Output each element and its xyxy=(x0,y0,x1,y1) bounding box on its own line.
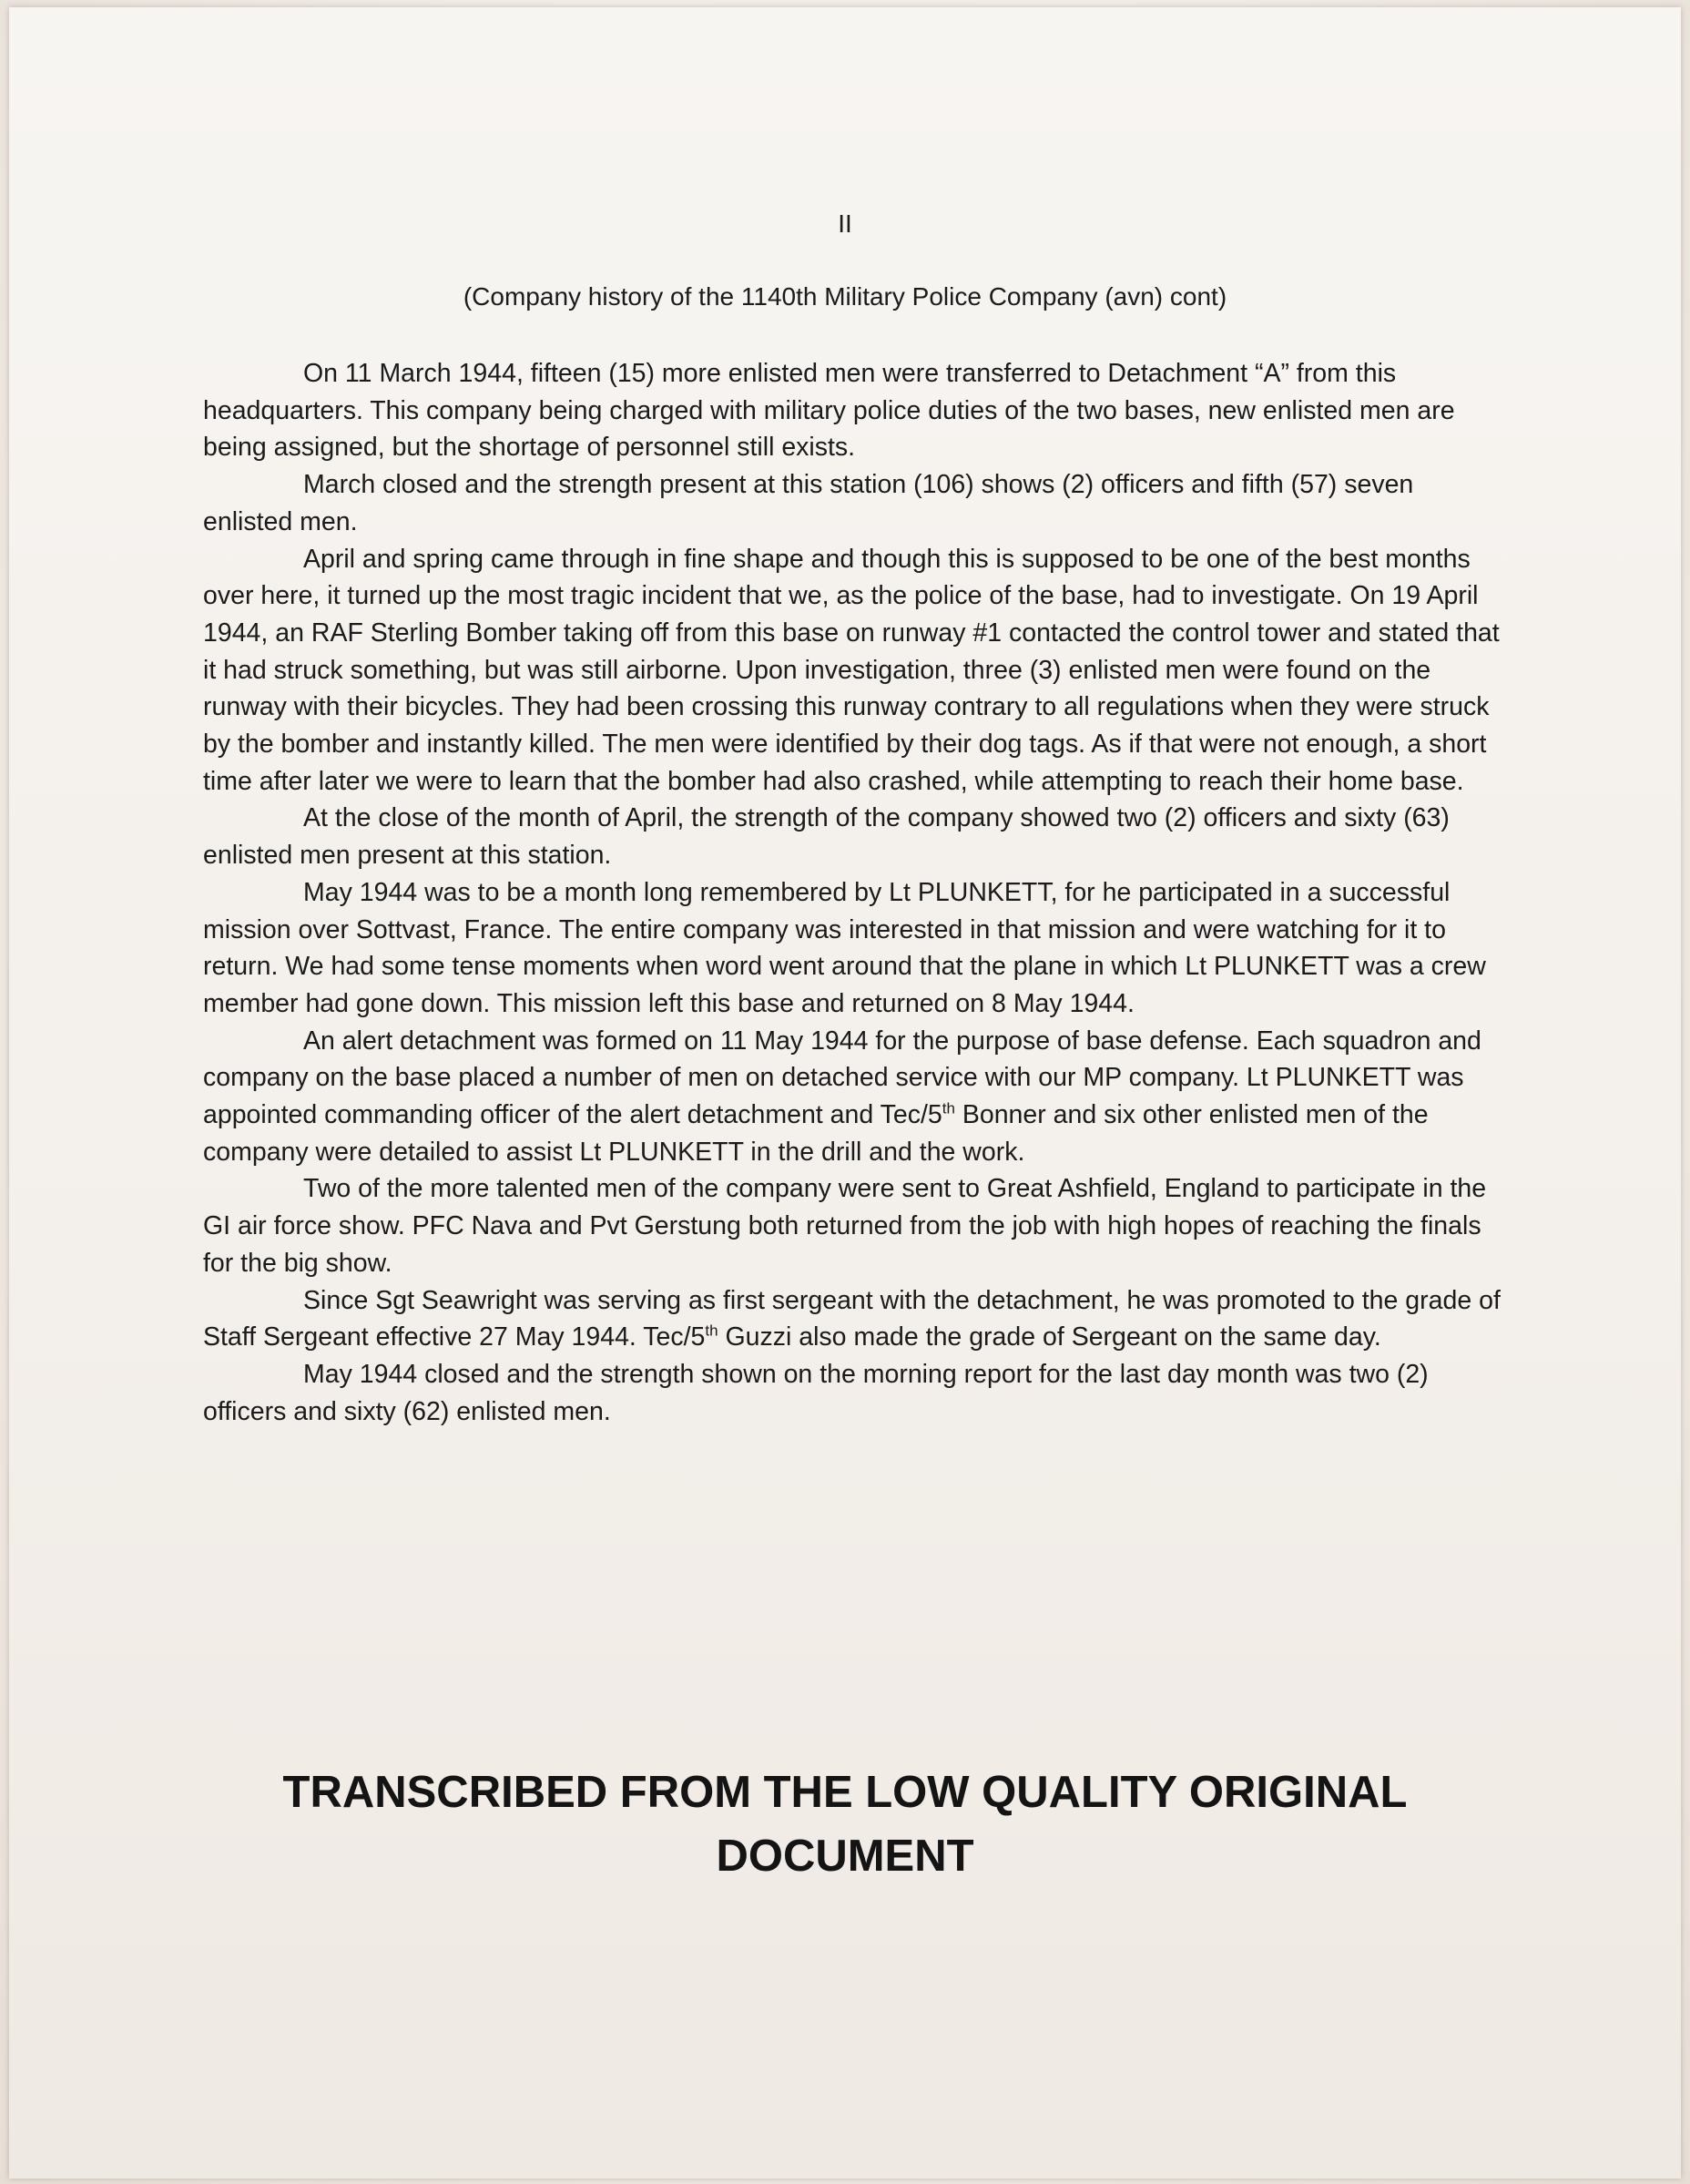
ordinal-suffix: th xyxy=(942,1099,955,1118)
paragraph: Two of the more talented men of the company were sent to Great Ashfield, England to participate in the GI air force show. PFC Nava and Pvt Gerstung both returned from the job with high hopes of reaching the finals for the big show. xyxy=(203,1174,1487,1278)
paragraph-text: Guzzi also made the grade of Sergeant on the same day. xyxy=(718,1322,1381,1352)
paragraph: May 1944 was to be a month long remembered by Lt PLUNKETT, for he participated in a successful mission over Sottvast, France. The entire company was interested in that mission and were watching for it to return. We had some tense moments when word went around that the plane in which Lt PLUNKETT was a crew member had gone down. This mission left this base and returned on 8 May 1944. xyxy=(203,877,1486,1018)
document-body xyxy=(203,355,1503,1430)
paragraph: On 11 March 1944, fifteen (15) more enlisted men were transferred to Detachment “A” from this headquarters. This company being charged with military police duties of the two bases, new enlisted men are being assigned, but the shortage of personnel still exists. xyxy=(203,359,1455,463)
paragraph: May 1944 closed and the strength shown on the morning report for the last day month was two (2) officers and sixty (62) enlisted men. xyxy=(203,1359,1429,1426)
paragraph xyxy=(203,1023,1503,1171)
paragraph-text: Bonner and six other enlisted men of the company were detailed to assist Lt PLUNKETT in the drill and the work. xyxy=(203,1100,1429,1167)
document-heading: (Company history of the 1140th Military Police Company (avn) cont) xyxy=(463,282,1227,311)
page-number: II xyxy=(838,209,852,238)
notice-line: DOCUMENT xyxy=(716,1832,974,1881)
paragraph-text: An alert detachment was formed on 11 May 1944 for the purpose of base defense. Each squadron and company on the base placed a number of men on detached service with our MP company. Lt PLUNKETT was appointed commanding officer of the alert detachment and Tec/5 xyxy=(203,1026,1481,1130)
ordinal-suffix: th xyxy=(705,1322,718,1340)
paragraph: At the close of the month of April, the strength of the company showed two (2) officers and sixty (63) enlisted men present at this station. xyxy=(203,803,1450,871)
paragraph: March closed and the strength present at this station (106) shows (2) officers and fifth (57) seven enlisted men. xyxy=(203,470,1414,536)
document-page xyxy=(9,7,1681,2179)
paragraph-text: Since Sgt Seawright was serving as first sergeant with the detachment, he was promoted to the grade of Staff Sergeant effective 27 May 1944. Tec/5 xyxy=(203,1285,1501,1352)
paragraph xyxy=(203,1282,1503,1356)
transcription-notice xyxy=(9,1760,1681,1888)
paragraph: April and spring came through in fine shape and though this is supposed to be one of the best months over here, it turned up the most tragic incident that we, as the police of the base, had to investigate. On 19 April 1944, an RAF Sterling Bomber taking off from this base on runway #1 contacted the control tower and stated that it had struck something, but was still airborne. Upon investigation, three (3) enlisted men were found on the runway with their bicycles. They had been crossing this runway contrary to all regulations when they were struck by the bomber and instantly killed. The men were identified by their dog tags. As if that were not enough, a short time after later we were to learn that the bomber had also crashed, while attempting to reach their home base. xyxy=(203,544,1500,796)
notice-line: TRANSCRIBED FROM THE LOW QUALITY ORIGINAL xyxy=(282,1768,1408,1817)
